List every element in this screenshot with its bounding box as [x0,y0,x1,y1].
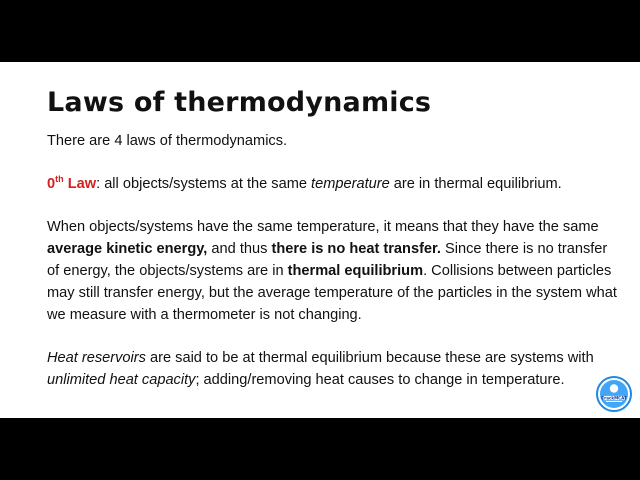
reservoirs-text-2: ; adding/removing heat causes to change in temperature. [195,372,565,388]
explanation-text-2: and thus [207,241,272,257]
explanation-text-3: Since there is no transfer of energy, the objects/systems are in [47,241,608,279]
explanation-text-4: . Collisions between particles may still transfer energy, but the average temperature of the particles in the system what we measure with a thermometer is not changing. [47,263,617,323]
explanation-bold-no-heat-transfer: there is no heat transfer. [271,241,441,257]
slide-title: Laws of thermodynamics [47,87,432,118]
reservoirs-italic-heat-reservoirs: Heat reservoirs [47,350,146,366]
slide [0,62,640,418]
law-text-after: are in thermal equilibrium. [389,176,562,192]
law-word: Law [67,176,97,192]
law-text-before: all objects/systems at the same [100,176,312,192]
spacer [47,195,619,216]
explanation-bold-thermal-equilibrium: thermal equilibrium [287,263,424,279]
explanation-paragraph [47,216,619,326]
logo-text: CrackMCAT [601,395,627,401]
law-emphasis-temperature: temperature [311,176,390,192]
law-ordinal: th [55,174,64,185]
explanation-bold-kinetic-energy: average kinetic energy, [47,241,208,257]
spacer [47,152,619,173]
crackmcat-logo-icon [596,376,632,412]
slide-content [47,130,619,391]
reservoirs-text-1: are said to be at thermal equilibrium because these are systems with [145,350,594,366]
reservoirs-italic-heat-capacity: unlimited heat capacity [47,372,196,388]
law-colon: : [96,176,101,192]
explanation-text-1: When objects/systems have the same temperature, it means that they have the same [47,219,599,235]
intro-text: There are 4 laws of thermodynamics. [47,133,288,149]
law-number: 0 [47,176,56,192]
reservoirs-paragraph [47,347,619,391]
law-zero-label [47,176,96,192]
law-zero-statement [47,173,619,195]
spacer [47,326,619,347]
